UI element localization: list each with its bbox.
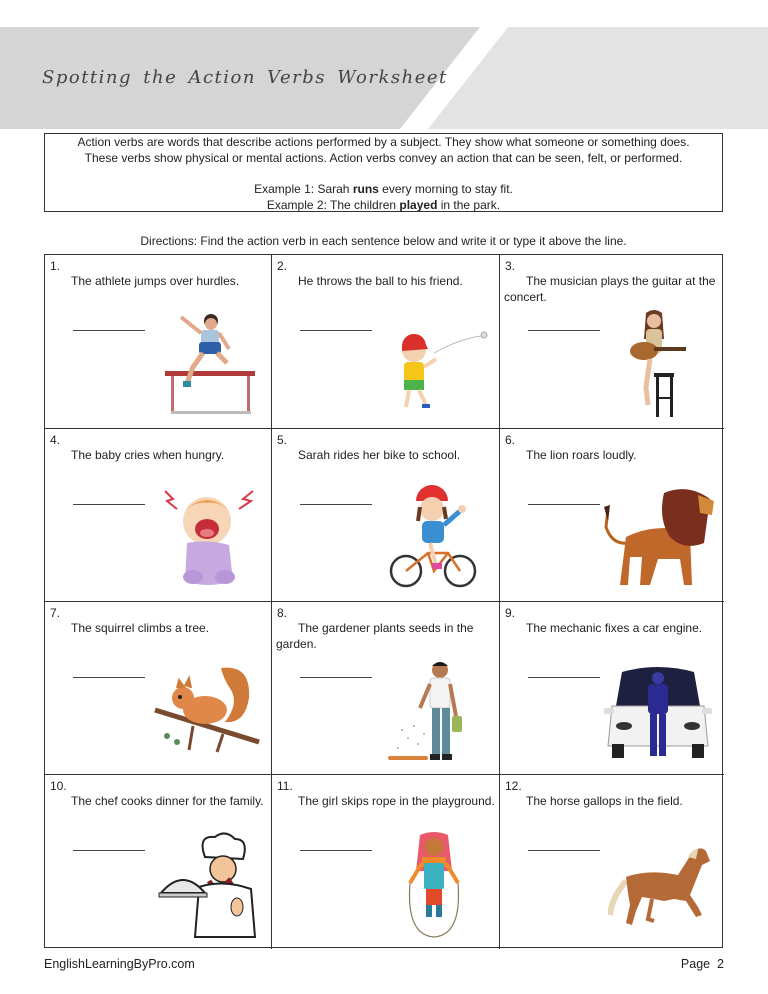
- answer-line[interactable]: [528, 504, 600, 505]
- item-sentence: The girl skips rope in the playground.: [298, 794, 495, 808]
- answer-line[interactable]: [73, 850, 145, 851]
- item-sentence: The baby cries when hungry.: [71, 448, 225, 462]
- exercise-item-8: [272, 602, 500, 775]
- exercise-item-12: [500, 775, 724, 949]
- answer-line[interactable]: [528, 850, 600, 851]
- intro-box: [44, 133, 723, 212]
- page-title: Spotting the Action Verbs Worksheet: [42, 67, 448, 88]
- item-sentence: He throws the ball to his friend.: [298, 274, 463, 288]
- gardener-sowing-seeds-icon: [388, 660, 468, 764]
- athlete-jumping-hurdle-icon: [163, 311, 259, 419]
- item-number: 2.: [277, 259, 288, 273]
- exercise-item-2: [272, 255, 500, 429]
- item-number: 3.: [505, 259, 516, 273]
- intro-line-2: These verbs show physical or mental actions. Action verbs convey an action that can be seen, felt, or performed.: [84, 150, 683, 165]
- exercise-item-5: [272, 429, 500, 602]
- girl-skipping-rope-icon: [398, 831, 470, 941]
- item-sentence: Sarah rides her bike to school.: [298, 448, 461, 462]
- answer-line[interactable]: [73, 504, 145, 505]
- galloping-horse-icon: [608, 845, 718, 929]
- answer-line[interactable]: [528, 330, 600, 331]
- example-1: Example 1: Sarah runs every morning to stay fit.: [254, 182, 513, 196]
- item-number: 9.: [505, 606, 516, 620]
- item-number: 11.: [277, 779, 293, 793]
- item-sentence: The lion roars loudly.: [526, 448, 637, 462]
- exercise-item-9: [500, 602, 724, 775]
- item-number: 10.: [50, 779, 67, 793]
- item-sentence: The chef cooks dinner for the family.: [71, 794, 264, 808]
- item-number: 5.: [277, 433, 288, 447]
- footer-site: EnglishLearningByPro.com: [44, 957, 195, 971]
- exercise-item-10: [45, 775, 272, 949]
- item-sentence: The athlete jumps over hurdles.: [71, 274, 240, 288]
- exercise-item-1: [45, 255, 272, 429]
- crying-baby-icon: [157, 485, 261, 589]
- exercise-item-7: [45, 602, 272, 775]
- intro-line-1: Action verbs are words that describe actions performed by a subject. They show what someone or something does.: [77, 135, 690, 149]
- exercise-item-6: [500, 429, 724, 602]
- item-sentence: The squirrel climbs a tree.: [71, 621, 210, 635]
- roaring-lion-icon: [600, 485, 718, 591]
- item-sentence: The gardener plants seeds in the garden.: [276, 621, 474, 651]
- answer-line[interactable]: [528, 677, 600, 678]
- answer-line[interactable]: [73, 677, 145, 678]
- directions: Directions: Find the action verb in each sentence below and write it or type it above the line.: [140, 234, 627, 248]
- answer-line[interactable]: [300, 330, 372, 331]
- item-sentence: The horse gallops in the field.: [526, 794, 683, 808]
- example-2: Example 2: The children played in the park.: [266, 197, 501, 212]
- answer-line[interactable]: [73, 330, 145, 331]
- item-number: 7.: [50, 606, 61, 620]
- answer-line[interactable]: [300, 677, 372, 678]
- example-1-verb: runs: [352, 182, 379, 196]
- mechanic-at-car-icon: [602, 666, 714, 762]
- example-2-verb: played: [399, 197, 438, 212]
- header-band: [0, 27, 768, 129]
- exercise-grid: [44, 254, 723, 948]
- exercise-item-4: [45, 429, 272, 602]
- answer-line[interactable]: [300, 504, 372, 505]
- chef-with-cloche-icon: [157, 831, 261, 941]
- squirrel-on-branch-icon: [153, 664, 265, 756]
- item-number: 4.: [50, 433, 61, 447]
- item-sentence: The mechanic fixes a car engine.: [526, 621, 703, 635]
- item-number: 12.: [505, 779, 522, 793]
- footer-page-number: Page 2: [680, 957, 724, 971]
- item-number: 8.: [277, 606, 288, 620]
- item-number: 1.: [50, 259, 61, 273]
- item-number: 6.: [505, 433, 516, 447]
- girl-riding-bike-icon: [388, 483, 478, 589]
- boy-throwing-ball-icon: [384, 325, 494, 415]
- exercise-item-11: [272, 775, 500, 949]
- item-sentence: The musician plays the guitar at the concert.: [504, 274, 716, 304]
- exercise-item-3: [500, 255, 724, 429]
- answer-line[interactable]: [300, 850, 372, 851]
- woman-playing-guitar-icon: [624, 309, 694, 419]
